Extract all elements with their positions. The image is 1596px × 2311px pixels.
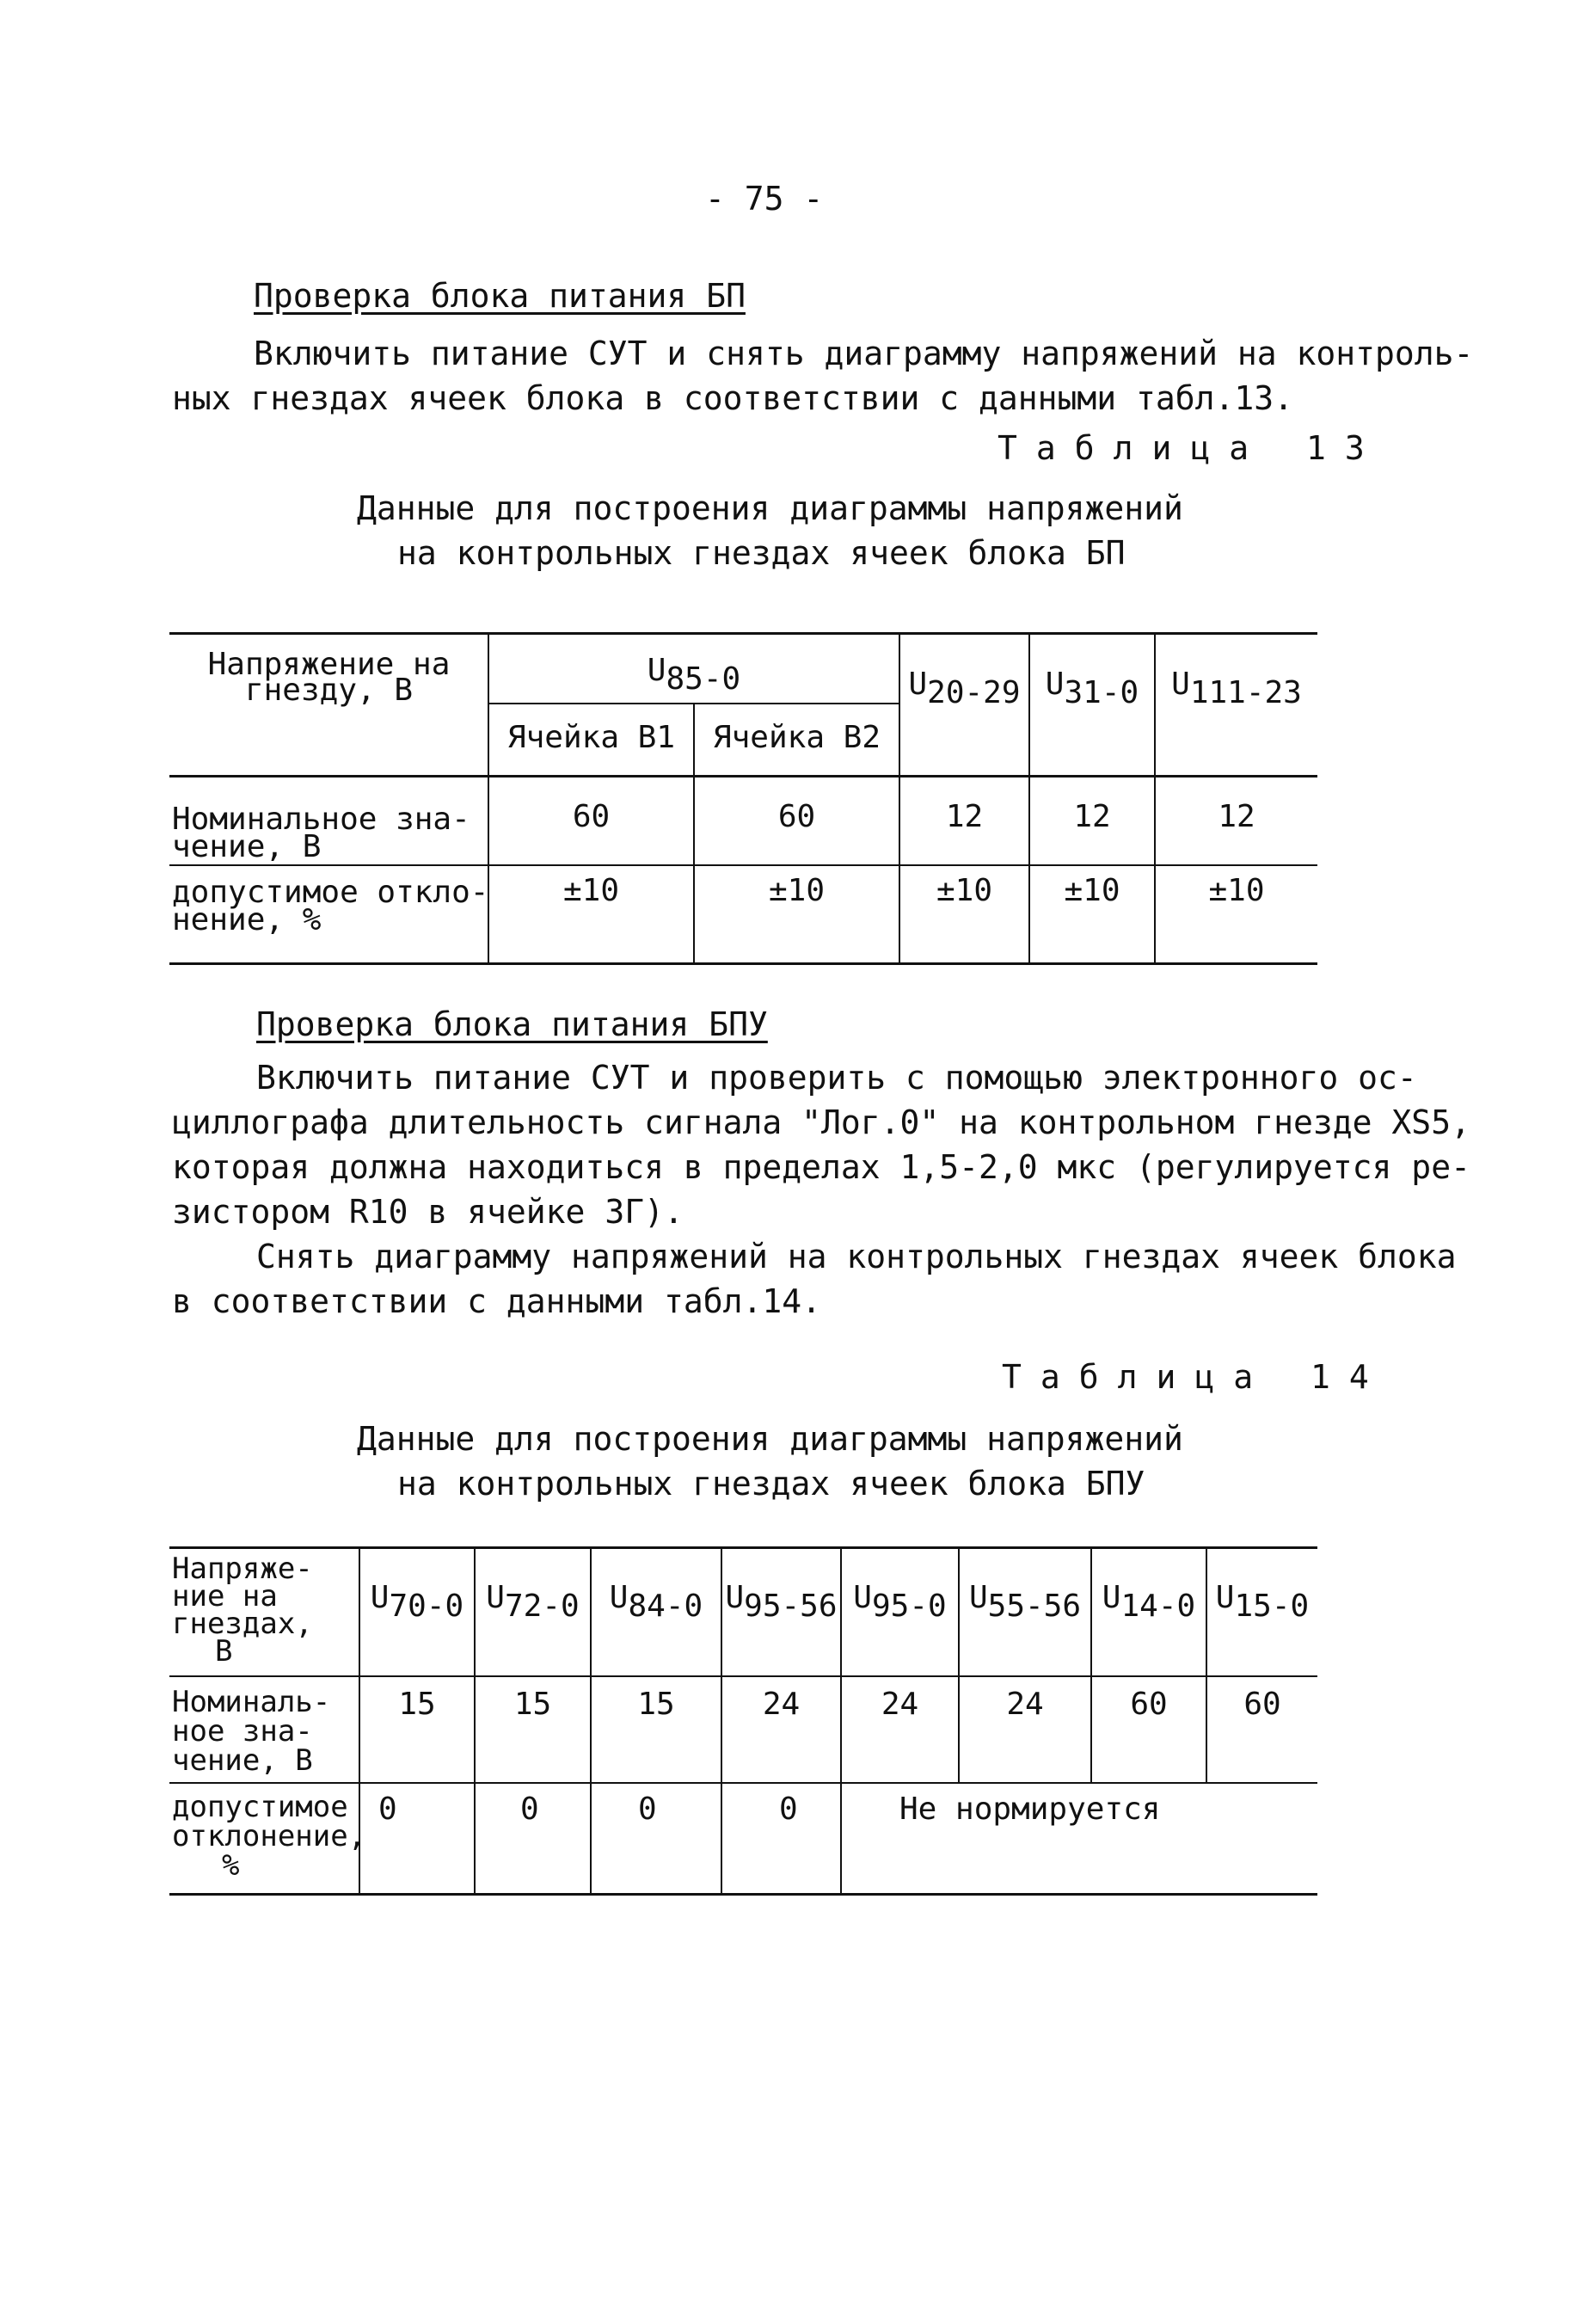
section2-p2-line2: в соответствии с данными табл.14. [172, 1282, 821, 1320]
table13-cell-b2: Ячейка В2 [712, 720, 881, 755]
section1-paragraph-line2: ных гнездах ячеек блока в соответствии с данными табл.13. [172, 379, 1294, 417]
table13-caption-line2: на контрольных гнездах ячеек блока БП [397, 534, 1126, 572]
table13-tolerance-u111: ±10 [1208, 873, 1265, 908]
table14-row-tolerance-line1: допустимое [172, 1790, 348, 1824]
table14-header-u14: U14-0 [1102, 1580, 1196, 1624]
table13-row-tolerance-line2: нение, % [172, 902, 322, 937]
table14-nominal-u72: 15 [513, 1687, 552, 1722]
table14-header-param-line3: гнездах, [172, 1607, 313, 1641]
table14-header-u55-56: U55-56 [968, 1580, 1082, 1624]
table14-row-nominal-line1: Номиналь- [172, 1685, 331, 1719]
table13-row-nominal-line1: Номинальное зна- [172, 802, 470, 837]
table13-header-param-line2: гнезду, В [244, 673, 414, 708]
table14-caption-line1: Данные для построения диаграммы напряжений [357, 1420, 1183, 1458]
table14-nominal-u95-56: 24 [762, 1687, 801, 1722]
section2-p1-line1: Включить питание СУТ и проверить с помощью электронного ос- [256, 1059, 1417, 1097]
table14-header-u95-56: U95-56 [725, 1580, 838, 1624]
table13-nominal-b2: 60 [777, 799, 816, 834]
table14-header-param-line1: Напряже- [172, 1552, 313, 1586]
table14-row-tolerance-line2: отклонение, [172, 1819, 366, 1853]
table13-row-nominal-line2: чение, В [172, 829, 322, 864]
section2-p2-line1: Снять диаграмму напряжений на контрольных гнездах ячеек блока [256, 1238, 1457, 1275]
table13-tolerance-b2: ±10 [768, 873, 826, 908]
table14-nominal-u70: 15 [398, 1687, 436, 1722]
section1-heading: Проверка блока питания БП [254, 277, 746, 315]
table14-not-normalized: Не нормируется [899, 1792, 1161, 1827]
table14-tolerance-u72: 0 [520, 1792, 539, 1827]
table13-tolerance-u31: ±10 [1064, 873, 1120, 908]
table13-header-param-line1: Напряжение на [207, 647, 451, 682]
section2-p1-line4: зистором R10 в ячейке 3Г). [172, 1193, 684, 1231]
table13-header-u20: U20-29 [908, 667, 1021, 710]
table14-header-u95: U95-0 [853, 1580, 947, 1624]
table13-cell-b1: Ячейка В1 [506, 720, 676, 755]
table13-nominal-u111: 12 [1218, 799, 1255, 834]
table13-caption-line1: Данные для построения диаграммы напряжений [357, 489, 1183, 527]
table14-header-u72: U72-0 [486, 1580, 580, 1624]
table13-tolerance-u20: ±10 [936, 873, 993, 908]
table14-nominal-u95: 24 [881, 1687, 919, 1722]
table14-nominal-u84: 15 [637, 1687, 675, 1722]
table14-header-param-line4: В [215, 1634, 233, 1669]
table13-header-u31: U31-0 [1045, 667, 1139, 710]
table14-row-nominal-line3: чение, В [172, 1743, 313, 1778]
table14-label: Таблица 14 [1002, 1358, 1388, 1396]
table14-tolerance-u70: 0 [378, 1792, 397, 1827]
table14-nominal-u14: 60 [1130, 1687, 1168, 1722]
table13-tolerance-b1: ±10 [562, 873, 620, 908]
table13-nominal-u20: 12 [945, 799, 984, 834]
table13-header-u111: U111-23 [1171, 667, 1302, 710]
section2-p1-line3: которая должна находиться в пределах 1,5-2,0 мкс (регулируется ре- [172, 1148, 1470, 1186]
table14-row-nominal-line2: ное зна- [172, 1714, 313, 1749]
page-number: - 75 - [705, 180, 824, 218]
table14-nominal-u15: 60 [1243, 1687, 1281, 1722]
table14-tolerance-u95-56: 0 [779, 1792, 798, 1827]
section1-paragraph-line1: Включить питание СУТ и снять диаграмму напряжений на контроль- [254, 335, 1474, 372]
table14-header-u70: U70-0 [370, 1580, 464, 1624]
table14-header-param-line2: ние на [172, 1579, 278, 1613]
table13-nominal-b1: 60 [572, 799, 611, 834]
table14-tolerance-u84: 0 [638, 1792, 657, 1827]
table14-row-tolerance-line3: % [222, 1848, 240, 1883]
table13-header-u85: U85-0 [647, 653, 741, 697]
table13-label: Таблица 13 [998, 429, 1384, 467]
table14-header-u84: U84-0 [609, 1580, 703, 1624]
table14-nominal-u55-56: 24 [1006, 1687, 1044, 1722]
table14-header-u15: U15-0 [1215, 1580, 1310, 1624]
table13-row-tolerance-line1: допустимое откло- [172, 875, 489, 910]
section2-heading: Проверка блока питания БПУ [256, 1005, 768, 1043]
table13-nominal-u31: 12 [1073, 799, 1111, 834]
table14-caption-line2: на контрольных гнездах ячеек блока БПУ [397, 1465, 1145, 1503]
section2-p1-line2: циллографа длительность сигнала "Лог.0" на контрольном гнезде XS5, [172, 1103, 1470, 1141]
